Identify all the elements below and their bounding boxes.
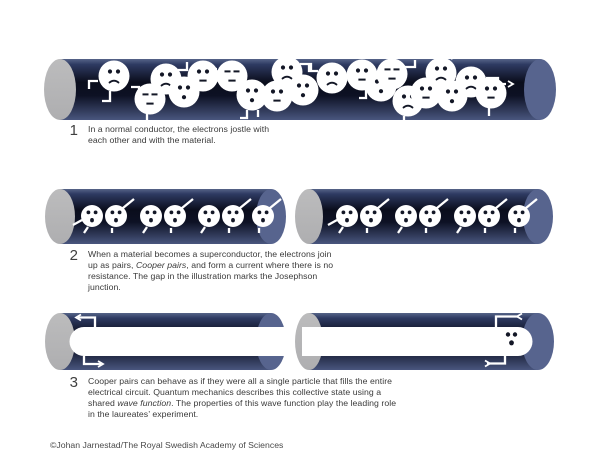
- paired-electron: [222, 205, 244, 227]
- step-3-text-segment: Cooper pairs can behave as if they were all a single particle that fills the entire electrical circuit. Quantum mechanics describes this collective state using a shared: [88, 376, 393, 408]
- step-1-caption: [64, 124, 284, 146]
- electron: [99, 61, 130, 92]
- paired-electron: [164, 205, 186, 227]
- tube-cap-left: [295, 189, 323, 244]
- paired-electron: [140, 205, 162, 227]
- step-2-text-segment: , and form a current where there is no resistance. The gap in the illustration marks the Josephson junction.: [88, 259, 334, 292]
- single-particle-left: [70, 327, 297, 356]
- paired-electron: [105, 205, 127, 227]
- step-3-number: 3: [69, 374, 78, 391]
- step-2-number: 2: [69, 247, 78, 264]
- wave-function-tube-right: [295, 313, 554, 370]
- copyright-credit: ©Johan Jarnestad/The Royal Swedish Academy of Sciences: [50, 440, 284, 450]
- step-2-text-segment: When a material becomes a superconductor, the electrons join up as pairs,: [88, 249, 332, 270]
- wave-function-tube-left: [45, 313, 296, 370]
- tube-cap-right: [524, 59, 556, 120]
- paired-electron: [252, 205, 274, 227]
- step-3-text-segment: . The properties of this wave function play the leading role in the laureates’ experiment.: [88, 397, 397, 419]
- step-3-caption: [64, 376, 400, 420]
- step-1-text: [88, 124, 284, 146]
- electron: [288, 75, 319, 106]
- electron: [377, 59, 408, 90]
- single-particle-right: [302, 327, 533, 356]
- superconductor-tubes: [45, 189, 553, 244]
- electron: [476, 78, 507, 109]
- electron: [188, 61, 219, 92]
- step-2-caption: [64, 249, 334, 293]
- paired-electron: [478, 205, 500, 227]
- step-2-text: [88, 249, 334, 293]
- tube-cap-left: [44, 59, 76, 120]
- paired-electron: [81, 205, 103, 227]
- paired-electron: [336, 205, 358, 227]
- tube-cap-left: [45, 189, 75, 244]
- step-3-text-italic: wave function: [117, 397, 172, 408]
- step-2-text-italic: Cooper pairs: [135, 259, 187, 270]
- paired-electron: [419, 205, 441, 227]
- paired-electron: [508, 205, 530, 227]
- paired-electron: [360, 205, 382, 227]
- step-1-number: 1: [69, 122, 78, 139]
- step-1-text-segment: In a normal conductor, the electrons jostle with each other and with the material.: [88, 124, 270, 145]
- step-3-text: [88, 376, 400, 420]
- superconductor-tube-left: [45, 189, 286, 244]
- superconductor-tube-right: [295, 189, 553, 244]
- electron: [317, 63, 348, 94]
- normal-conductor-tube: [44, 53, 556, 123]
- wave-function-tubes: [45, 313, 554, 370]
- paired-electron: [395, 205, 417, 227]
- paired-electron: [454, 205, 476, 227]
- paired-electron: [198, 205, 220, 227]
